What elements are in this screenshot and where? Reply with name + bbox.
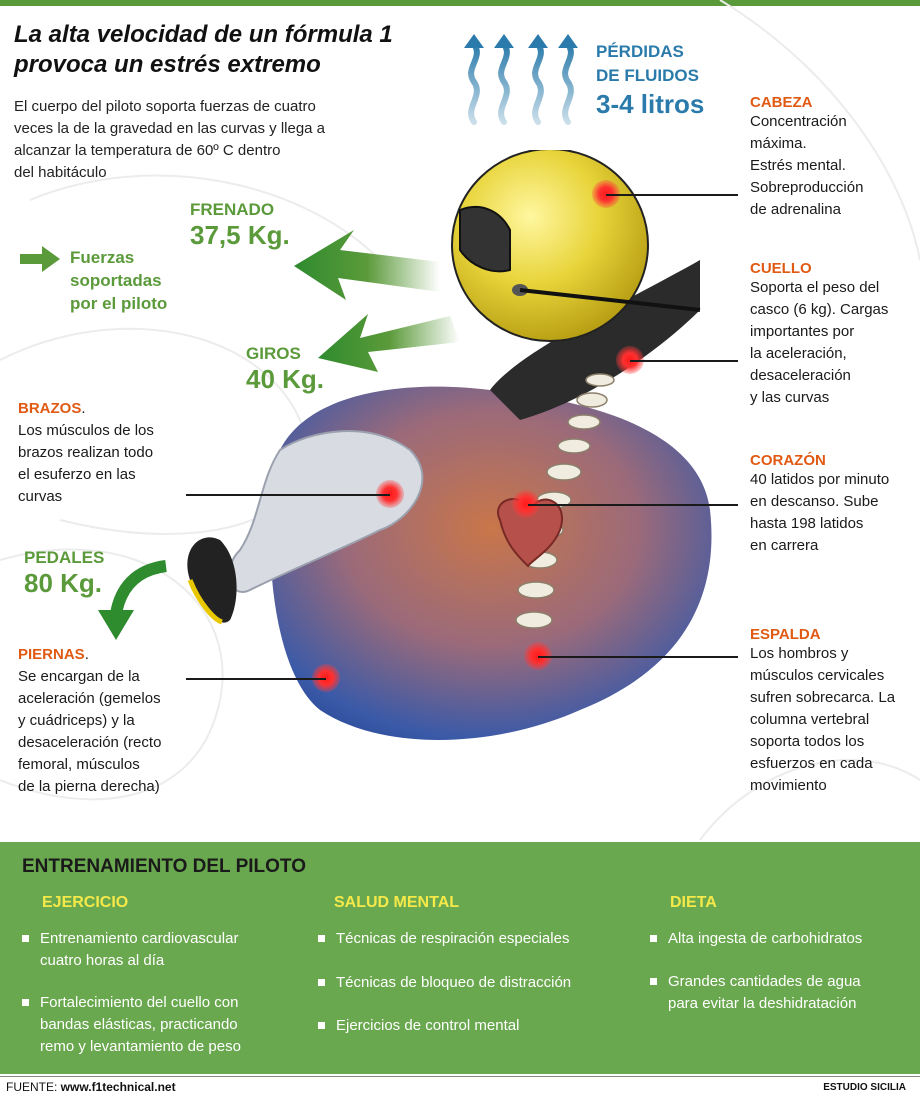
bullet-line: Fortalecimiento del cuello con — [40, 994, 239, 1011]
callout-line: Concentración — [750, 113, 847, 130]
callout-line: Soporta el peso del — [750, 279, 880, 296]
callout-line: en descanso. Sube — [750, 493, 879, 510]
callout-arms — [18, 398, 188, 508]
leader-line-head — [606, 194, 738, 196]
bullet-line: Técnicas de bloqueo de distracción — [336, 974, 572, 991]
fluid-loss-line-2: DE FLUIDOS — [596, 66, 699, 85]
callout-line: brazos realizan todo — [18, 444, 154, 461]
bullet-line: Técnicas de respiración especiales — [336, 930, 570, 947]
callout-line: curvas — [18, 488, 63, 505]
force-turns-label: GIROS — [246, 344, 301, 363]
bullet-line: Ejercicios de control mental — [336, 1017, 520, 1034]
force-pedals — [24, 548, 104, 599]
callout-line: máxima. — [750, 135, 807, 152]
callout-line: columna vertebral — [750, 711, 870, 728]
callout-line: la aceleración, — [750, 345, 847, 362]
callout-line: Los músculos de los — [18, 422, 154, 439]
intro-line: del habitáculo — [14, 164, 107, 181]
legend-line: soportadas — [70, 271, 162, 290]
legend-text — [70, 246, 167, 315]
title-line-2: provoca un estrés extremo — [14, 51, 321, 78]
bullet-line: Grandes cantidades de agua — [668, 973, 861, 990]
legend-line: Fuerzas — [70, 248, 135, 267]
callout-head — [750, 94, 910, 221]
callout-line: hasta 198 latidos — [750, 515, 864, 532]
training-panel-title: ENTRENAMIENTO DEL PILOTO — [22, 856, 306, 877]
callout-line: sufren sobrecarca. La — [750, 689, 896, 706]
callout-line: soporta todos los — [750, 733, 865, 750]
bullet-line: Entrenamiento cardiovascular — [40, 930, 239, 947]
callout-line: músculos cervicales — [750, 667, 885, 684]
turns-arrow — [318, 314, 460, 372]
training-diet-item — [650, 928, 910, 950]
training-mental-item — [318, 928, 618, 950]
sweat-arrows-icon — [462, 34, 586, 126]
page-title — [14, 20, 434, 80]
leader-line-neck — [630, 360, 738, 362]
legend-arrow-icon — [20, 246, 60, 272]
callout-head-title: CABEZA — [750, 94, 813, 111]
bullet-line: remo y levantamiento de peso — [40, 1038, 241, 1055]
leader-line-heart — [528, 504, 738, 506]
callout-line: y cuádriceps) y la — [18, 712, 135, 729]
callout-line: Estrés mental. — [750, 157, 846, 174]
training-diet-title: DIETA — [670, 894, 717, 911]
training-exercise-title: EJERCICIO — [42, 894, 129, 911]
force-braking-label: FRENADO — [190, 200, 275, 219]
leader-line-arms — [186, 494, 390, 496]
fluid-loss-value: 3-4 litros — [596, 89, 705, 119]
callout-line: movimiento — [750, 777, 827, 794]
bullet-line: cuatro horas al día — [40, 952, 165, 969]
training-exercise-item — [22, 928, 282, 972]
bullet-line: bandas elásticas, practicando — [40, 1016, 238, 1033]
training-mental-title: SALUD MENTAL — [334, 894, 460, 911]
force-pedals-label: PEDALES — [24, 548, 105, 567]
callout-heart — [750, 452, 916, 557]
callout-line: femoral, músculos — [18, 756, 140, 773]
force-turns-value: 40 Kg. — [246, 364, 325, 394]
driver-illustration — [160, 150, 720, 790]
title-line-1: La alta velocidad de un fórmula 1 — [14, 21, 393, 48]
fluid-loss-line-1: PÉRDIDAS — [596, 42, 684, 61]
callout-back-title: ESPALDA — [750, 626, 821, 643]
force-pedals-value: 80 Kg. — [24, 568, 103, 598]
callout-line: importantes por — [750, 323, 855, 340]
training-mental-item — [318, 972, 618, 994]
callout-legs-title: PIERNAS — [18, 646, 85, 663]
training-diet-item — [650, 971, 910, 1015]
training-mental-item — [318, 1015, 618, 1037]
force-braking-value: 37,5 Kg. — [190, 220, 290, 250]
intro-line: veces la de la gravedad en las curvas y llega a — [14, 120, 326, 137]
callout-neck-title: CUELLO — [750, 260, 812, 277]
footer-divider — [0, 1076, 920, 1077]
intro-line: El cuerpo del piloto soporta fuerzas de cuatro — [14, 98, 316, 115]
callout-line: Sobreproducción — [750, 179, 864, 196]
bullet-line: Alta ingesta de carbohidratos — [668, 930, 863, 947]
callout-line: de la pierna derecha) — [18, 778, 160, 795]
callout-line: el esuferzo en las — [18, 466, 136, 483]
callout-line: y las curvas — [750, 389, 830, 406]
footer-source — [6, 1080, 176, 1094]
fluid-loss-label — [596, 40, 704, 120]
callout-line: esfuerzos en cada — [750, 755, 873, 772]
leader-line-back — [538, 656, 738, 658]
callout-arms-suffix: . — [81, 400, 86, 417]
callout-line: casco (6 kg). Cargas — [750, 301, 889, 318]
pedals-arrow-icon — [94, 560, 174, 644]
footer-source-link[interactable]: www.f1technical.net — [60, 1080, 176, 1094]
leader-line-legs — [186, 678, 326, 680]
legend-line: por el piloto — [70, 294, 168, 313]
callout-line: desaceleración (recto — [18, 734, 162, 751]
footer-source-label: FUENTE: — [6, 1080, 61, 1094]
braking-arrow — [294, 230, 440, 300]
callout-line: Los hombros y — [750, 645, 849, 662]
callout-back — [750, 626, 916, 797]
callout-line: 40 latidos por minuto — [750, 471, 890, 488]
callout-neck — [750, 260, 916, 409]
callout-line: Se encargan de la — [18, 668, 140, 685]
callout-heart-title: CORAZÓN — [750, 452, 826, 469]
bullet-line: para evitar la deshidratación — [668, 995, 857, 1012]
callout-line: desaceleración — [750, 367, 851, 384]
footer-credit: ESTUDIO SICILIA — [823, 1082, 906, 1093]
callout-line: aceleración (gemelos — [18, 690, 161, 707]
callout-legs — [18, 644, 198, 798]
training-exercise-item — [22, 992, 292, 1058]
intro-line: alcanzar la temperatura de 60º C dentro — [14, 142, 281, 159]
callout-line: en carrera — [750, 537, 819, 554]
callout-arms-title: BRAZOS — [18, 400, 82, 417]
callout-legs-suffix: . — [84, 646, 89, 663]
callout-line: de adrenalina — [750, 201, 841, 218]
